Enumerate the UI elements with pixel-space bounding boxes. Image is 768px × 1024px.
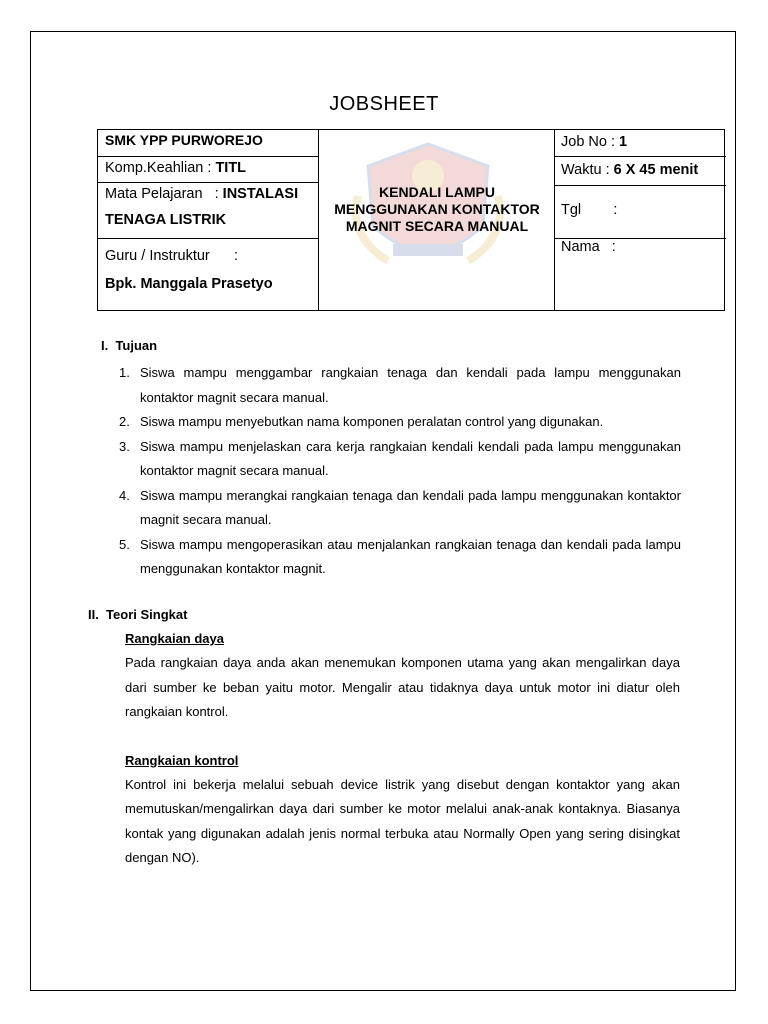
tujuan-heading: I. Tujuan — [101, 338, 158, 353]
mapel-value: INSTALASI — [222, 186, 299, 202]
tujuan-item — [101, 533, 681, 582]
rangkaian-daya-text: Pada rangkaian daya anda akan menemukan komponen utama yang akan mengalirkan daya dari sumber ke beban yaitu motor. Mengalir atau tidaknya daya untuk motor ini diatur oleh rangkaian kontrol. — [125, 655, 680, 719]
tujuan-item — [101, 484, 681, 533]
tujuan-item — [101, 410, 681, 435]
job-title-line: KENDALI LAMPU — [379, 184, 495, 200]
document-title: JOBSHEET — [329, 93, 439, 115]
header-table — [97, 129, 725, 311]
tujuan-item-text: Siswa mampu menjelaskan cara kerja rangkaian kendali kendali pada lampu menggunakan kontaktor magnit secara manual. — [140, 438, 681, 478]
nama-field: Nama : — [561, 239, 616, 255]
tgl-field: Tgl : — [561, 202, 618, 218]
guru-label: Guru / Instruktur : — [105, 248, 238, 264]
tujuan-item-text: Siswa mampu merangkai rangkaian tenaga dan kendali pada lampu menggunakan kontaktor magnit secara manual. — [140, 487, 681, 527]
tujuan-item-number: 4. — [119, 487, 130, 503]
rangkaian-kontrol-heading: Rangkaian kontrol — [125, 752, 239, 768]
tujuan-list — [101, 361, 681, 582]
tujuan-section — [101, 338, 681, 582]
tujuan-item — [101, 361, 681, 410]
rangkaian-daya-heading: Rangkaian daya — [125, 631, 224, 646]
job-title — [319, 184, 555, 235]
komp-label: Komp.Keahlian : — [105, 160, 216, 176]
table-divider — [98, 182, 318, 183]
mata-pelajaran — [105, 186, 298, 202]
school-name: SMK YPP PURWOREJO — [105, 132, 263, 148]
jobno-label: Job No : — [561, 134, 620, 150]
tujuan-item-text: Siswa mampu menyebutkan nama komponen peralatan control yang digunakan. — [140, 414, 604, 429]
mapel-value-cont: TENAGA LISTRIK — [105, 212, 227, 228]
table-divider — [555, 156, 726, 157]
waktu-value: 6 X 45 menit — [613, 162, 699, 178]
job-title-line: MENGGUNAKAN KONTAKTOR — [334, 201, 540, 217]
teori-body — [88, 627, 680, 871]
guru-name: Bpk. Manggala Prasetyo — [105, 276, 273, 292]
tujuan-item-number: 5. — [119, 536, 130, 552]
tujuan-item-number: 1. — [119, 365, 130, 380]
rangkaian-kontrol-text: Kontrol ini bekerja melalui sebuah device listrik yang disebut dengan kontaktor yang akan memutuskan/mengalirkan daya dari sumber ke motor melalui anak-anak kontaknya. Biasanya kontak yang digunakan adalah jenis normal terbuka atau Normally Open yang sering disingkat dengan NO). — [125, 776, 680, 865]
jobno-value: 1 — [619, 134, 628, 150]
mapel-label: Mata Pelajaran : — [105, 186, 223, 202]
table-divider — [98, 238, 318, 239]
teori-heading: II. Teori Singkat — [88, 607, 188, 622]
komp-keahlian — [105, 160, 246, 176]
tujuan-item-number: 3. — [119, 438, 130, 454]
teori-section — [88, 607, 680, 871]
table-divider — [555, 185, 726, 186]
tujuan-item-text: Siswa mampu mengoperasikan atau menjalankan rangkaian tenaga dan kendali pada lampu menggunakan kontaktor magnit. — [140, 536, 681, 576]
table-divider — [98, 156, 318, 157]
waktu-label: Waktu : — [561, 162, 614, 178]
job-title-line: MAGNIT SECARA MANUAL — [345, 218, 529, 234]
komp-value: TITL — [215, 160, 247, 176]
tujuan-item-text: Siswa mampu menggambar rangkaian tenaga dan kendali pada lampu menggunakan kontaktor magnit secara manual. — [140, 365, 681, 405]
job-no — [561, 134, 627, 150]
waktu — [561, 162, 698, 178]
tujuan-item-number: 2. — [119, 414, 130, 429]
tujuan-item — [101, 435, 681, 484]
